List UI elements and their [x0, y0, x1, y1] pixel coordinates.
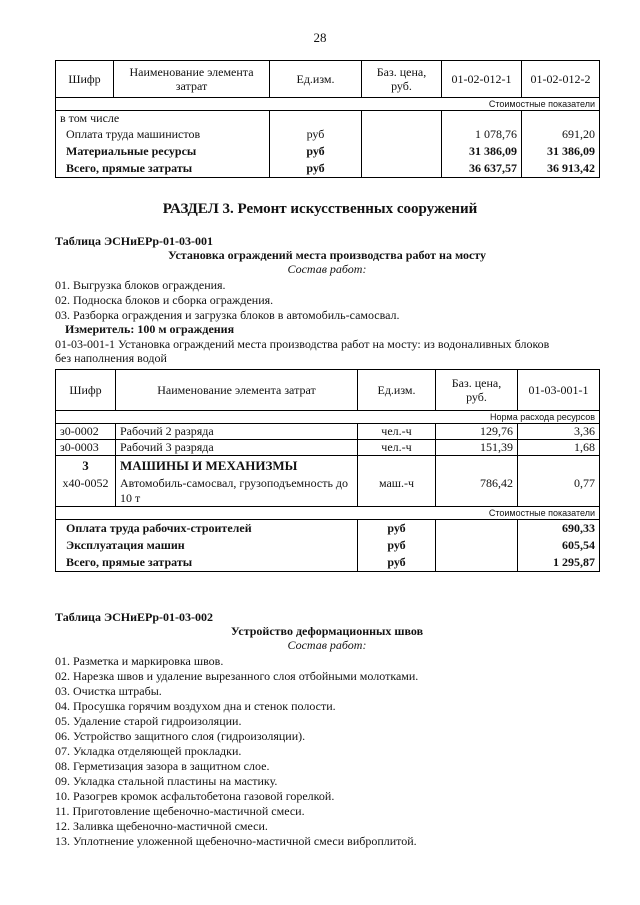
work-item: 04. Просушка горячим воздухом дна и стенок полости. [55, 699, 336, 713]
row-name: Всего, прямые затраты [56, 160, 270, 178]
block2-composition: Состав работ: [287, 638, 367, 652]
block2-title: Устройство деформационных швов [230, 624, 424, 638]
table-row [56, 143, 600, 160]
row-unit: руб [270, 143, 362, 160]
row-name: Автомобиль-самосвал, грузоподъемность до 10 т [116, 476, 358, 507]
table-row [56, 440, 600, 456]
table-row [56, 424, 600, 440]
total-unit: руб [358, 537, 436, 554]
subheader-cost-indicators: Стоимостные показатели [56, 98, 600, 111]
table-row [56, 554, 600, 572]
work-item: 11. Приготовление щебеночно-мастичной смеси. [55, 804, 305, 818]
row-name: Рабочий 3 разряда [116, 440, 358, 456]
row-val1: 31 386,09 [442, 143, 522, 160]
table-header-row [56, 370, 600, 411]
total-val: 690,33 [518, 520, 600, 538]
table-row [56, 520, 600, 538]
row-name: в том числе [56, 111, 270, 127]
total-name: Эксплуатация машин [56, 537, 358, 554]
block1-composition: Состав работ: [287, 262, 367, 276]
group-code: 3 [56, 456, 116, 477]
work-item: 01. Выгрузка блоков ограждения. [55, 278, 226, 292]
subheader-cost-indicators: Стоимостные показатели [56, 507, 600, 520]
work-item: 12. Заливка щебеночно-мастичной смеси. [55, 819, 268, 833]
header-unit: Ед.изм. [358, 370, 436, 411]
work-item: 09. Укладка стальной пластины на мастику. [55, 774, 278, 788]
work-item: 13. Уплотнение уложенной щебеночно-мастичной смеси виброплитой. [55, 834, 417, 848]
row-val1 [442, 111, 522, 127]
table-label-2: Таблица ЭСНиЕРр-01-03-002 [55, 610, 214, 624]
row-code: з0-0002 [56, 424, 116, 440]
header-code: Шифр [56, 370, 116, 411]
section-title: РАЗДЕЛ 3. Ремонт искусственных сооружений [162, 201, 478, 217]
meter: Измеритель: 100 м ограждения [65, 322, 235, 336]
header-price: Баз. цена, руб. [362, 61, 442, 98]
row-unit: чел.-ч [358, 424, 436, 440]
header-code: Шифр [56, 61, 114, 98]
row-price [362, 126, 442, 143]
work-item: 07. Укладка отделяющей прокладки. [55, 744, 242, 758]
page-number: 28 [313, 30, 327, 45]
row-code: з0-0003 [56, 440, 116, 456]
header-unit: Ед.изм. [270, 61, 362, 98]
total-val: 1 295,87 [518, 554, 600, 572]
table-row [56, 111, 600, 127]
row-val2: 31 386,09 [522, 143, 600, 160]
header-col2: 01-02-012-2 [522, 61, 600, 98]
table-header-row [56, 61, 600, 98]
header-name: Наименование элемента затрат [116, 370, 358, 411]
row-price: 786,42 [436, 476, 518, 507]
row-name: Материальные ресурсы [56, 143, 270, 160]
row-unit: руб [270, 160, 362, 178]
work-item: 10. Разогрев кромок асфальтобетона газовой горелкой. [55, 789, 335, 803]
row-unit [270, 111, 362, 127]
work-list [55, 654, 418, 849]
work-item: 03. Разборка ограждения и загрузка блоков в автомобиль-самосвал. [55, 308, 400, 322]
total-unit: руб [358, 554, 436, 572]
total-unit: руб [358, 520, 436, 538]
row-unit: чел.-ч [358, 440, 436, 456]
header-col1: 01-02-012-1 [442, 61, 522, 98]
header-price: Баз. цена, руб. [436, 370, 518, 411]
row-val: 0,77 [518, 476, 600, 507]
row-val: 3,36 [518, 424, 600, 440]
table-label-1: Таблица ЭСНиЕРр-01-03-001 [55, 234, 214, 248]
total-name: Оплата труда рабочих-строителей [56, 520, 358, 538]
row-price: 151,39 [436, 440, 518, 456]
row-code: х40-0052 [56, 476, 116, 507]
row-name: Рабочий 2 разряда [116, 424, 358, 440]
table-row [56, 160, 600, 178]
table-row [56, 476, 600, 507]
resource-table-01-03-001 [55, 369, 600, 572]
work-item: 08. Герметизация зазора в защитном слое. [55, 759, 270, 773]
row-price [362, 160, 442, 178]
work-item: 05. Удаление старой гидроизоляции. [55, 714, 242, 728]
subheader-resource-norms: Норма расхода ресурсов [56, 411, 600, 424]
total-name: Всего, прямые затраты [56, 554, 358, 572]
row-val1: 1 078,76 [442, 126, 522, 143]
total-val: 605,54 [518, 537, 600, 554]
work-item: 02. Поднoска блоков и сборка ограждения. [55, 293, 274, 307]
desc-line-1: 01-03-001-1 Установка ограждений места производства работ на мосту: из водоналивных блоков [55, 337, 550, 351]
row-price [362, 143, 442, 160]
group-row [56, 456, 600, 477]
table-row [56, 537, 600, 554]
work-item: 02. Нарезка швов и удаление вырезанного слоя отбойными молотками. [55, 669, 419, 683]
desc-line-2: без наполнения водой [55, 351, 167, 365]
row-val2: 691,20 [522, 126, 600, 143]
row-val: 1,68 [518, 440, 600, 456]
header-name: Наименование элемента затрат [114, 61, 270, 98]
block1-title: Установка ограждений места производства работ на мосту [167, 248, 487, 262]
row-val2: 36 913,42 [522, 160, 600, 178]
group-name: МАШИНЫ И МЕХАНИЗМЫ [116, 456, 358, 477]
table-row [56, 126, 600, 143]
row-val1: 36 637,57 [442, 160, 522, 178]
work-item: 03. Очистка штрабы. [55, 684, 162, 698]
cost-table-01-02-012 [55, 60, 600, 178]
row-unit: руб [270, 126, 362, 143]
row-val2 [522, 111, 600, 127]
row-unit: маш.-ч [358, 476, 436, 507]
row-name: Оплата труда машинистов [56, 126, 270, 143]
header-col1: 01-03-001-1 [518, 370, 600, 411]
row-price [362, 111, 442, 127]
row-price: 129,76 [436, 424, 518, 440]
work-item: 01. Разметка и маркировка швов. [55, 654, 224, 668]
work-item: 06. Устройство защитного слоя (гидроизоляции). [55, 729, 306, 743]
